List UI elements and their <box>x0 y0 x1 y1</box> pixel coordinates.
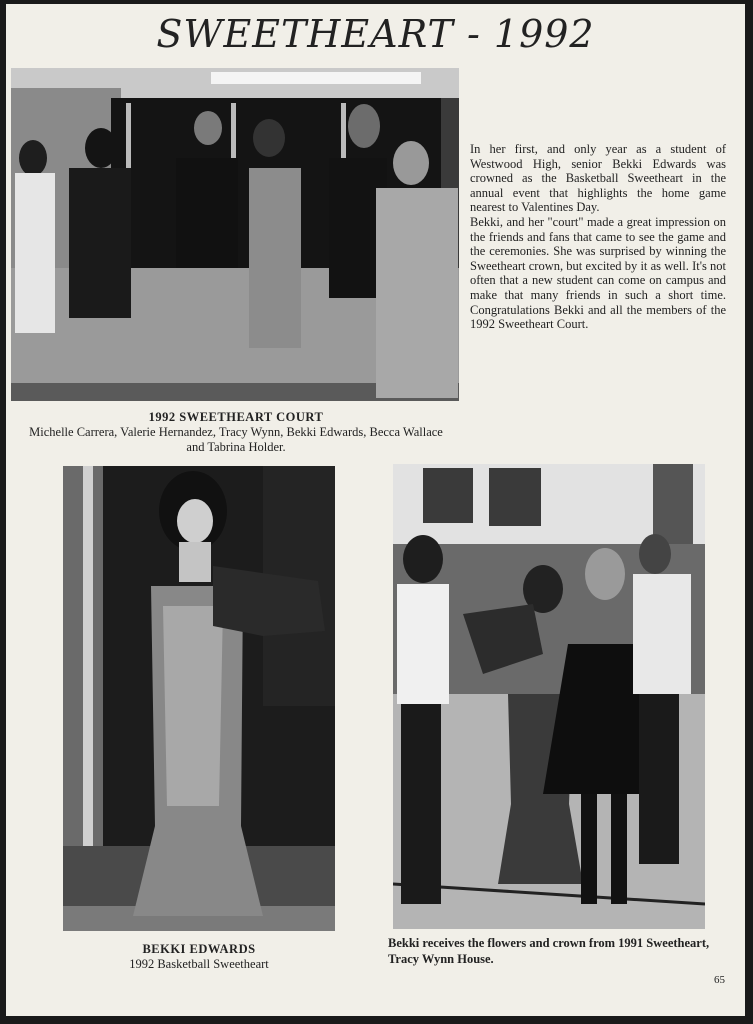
ceremony-caption: Bekki receives the flowers and crown from 1991 Sweetheart, Tracy Wynn House. <box>388 936 710 966</box>
bekki-caption-sub: 1992 Basketball Sweetheart <box>129 957 269 971</box>
page-title: SWEETHEART - 1992 <box>156 12 595 56</box>
yearbook-page <box>6 4 745 1016</box>
court-caption-title: 1992 SWEETHEART COURT <box>148 410 324 424</box>
bekki-portrait-photo <box>63 466 335 931</box>
court-caption <box>26 410 446 455</box>
bekki-caption <box>63 942 335 972</box>
court-group-photo <box>11 68 459 401</box>
page-number: 65 <box>714 974 725 986</box>
article-body <box>470 142 726 332</box>
article-paragraph-1: In her first, and only year as a student of Westwood High, senior Bekki Edwards was crowned as the Basketball Sweetheart in the annual event that highlights the home game nearest to Valentines Day. <box>470 142 726 215</box>
court-caption-names: Michelle Carrera, Valerie Hernandez, Tracy Wynn, Bekki Edwards, Becca Wallace and Tabrina Holder. <box>29 425 443 454</box>
ceremony-photo <box>393 464 705 929</box>
bekki-caption-title: BEKKI EDWARDS <box>142 942 256 956</box>
article-paragraph-2: Bekki, and her "court" made a great impression on the friends and fans that came to see the game and the ceremonies. She was surprised by winning the Sweetheart crown, but excited by it as well. It's not often that a new student can come on campus and make that many friends in such a short time. Congratulations Bekki and all the members of the 1992 Sweetheart Court. <box>470 214 726 332</box>
